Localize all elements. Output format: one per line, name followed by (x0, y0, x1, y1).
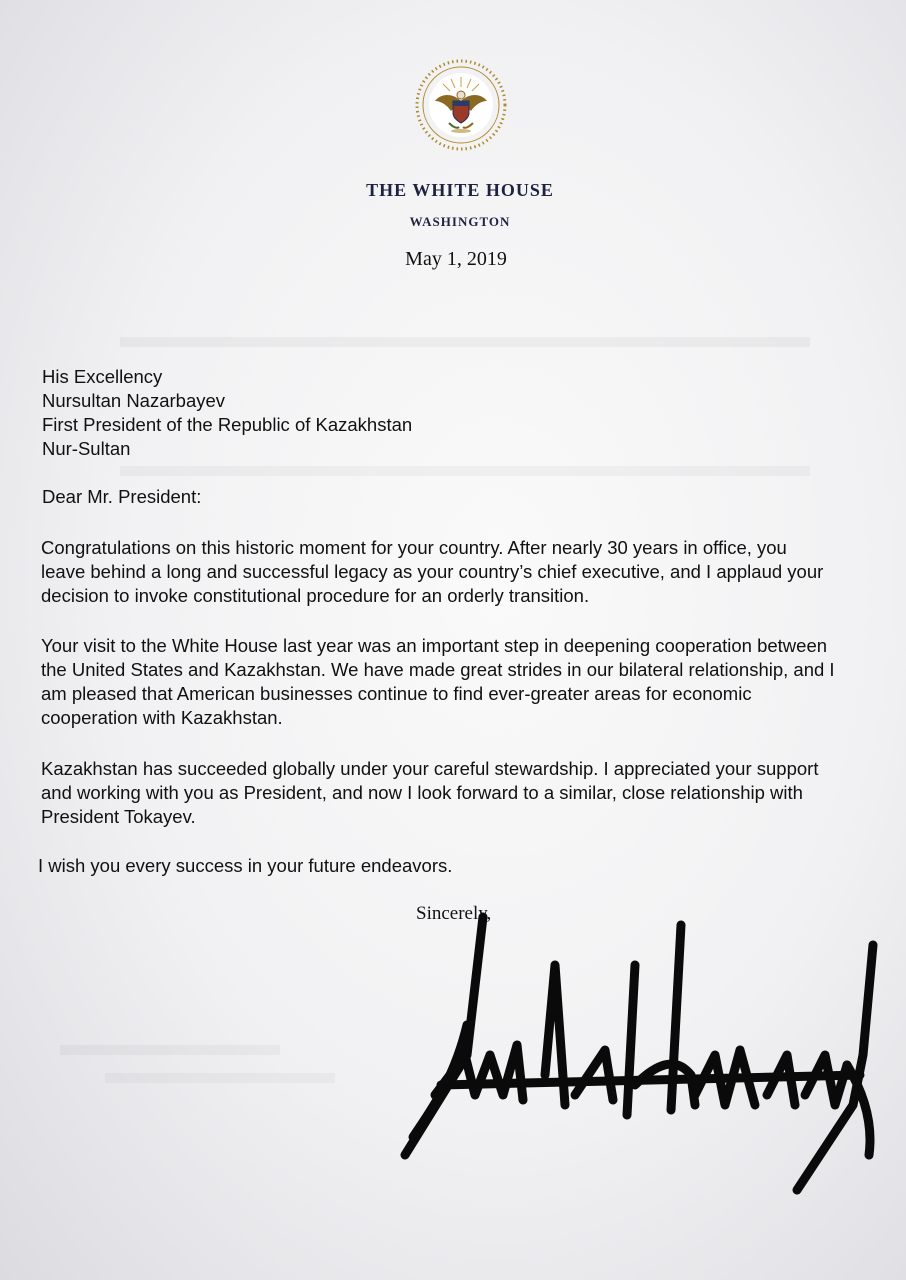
paragraph-3 (41, 757, 881, 829)
letterhead-subtitle: WASHINGTON (409, 214, 511, 229)
letter-date: May 1, 2019 (405, 248, 507, 270)
letterhead-title: THE WHITE HOUSE (366, 180, 554, 200)
recipient-line: First President of the Republic of Kazakhstan (42, 414, 413, 435)
salutation: Dear Mr. President: (42, 486, 202, 507)
recipient-address (42, 365, 412, 461)
paragraph-line: the United States and Kazakhstan. We have made great strides in our bilateral relationship, and I (41, 659, 835, 680)
paragraph-line: leave behind a long and successful legacy as your country’s chief executive, and I applaud your (41, 561, 824, 582)
closing: Sincerely, (416, 903, 492, 924)
paragraph-line: decision to invoke constitutional procedure for an orderly transition. (41, 585, 590, 606)
recipient-line: His Excellency (42, 366, 163, 387)
paragraph-4: I wish you every success in your future endeavors. (38, 855, 453, 876)
handwritten-signature-icon (395, 905, 895, 1205)
paragraph-line: Congratulations on this historic moment for your country. After nearly 30 years in office, you (41, 537, 787, 558)
paragraph-line: and working with you as President, and now I look forward to a similar, close relationship with (41, 782, 803, 803)
paragraph-line: Kazakhstan has succeeded globally under your careful stewardship. I appreciated your support (41, 758, 819, 779)
paragraph-line: am pleased that American businesses continue to find ever-greater areas for economic (41, 683, 752, 704)
paragraph-line: Your visit to the White House last year was an important step in deepening cooperation between (41, 635, 828, 656)
paragraph-line: President Tokayev. (41, 806, 196, 827)
recipient-line: Nur-Sultan (42, 438, 131, 459)
presidential-seal-icon (413, 57, 509, 153)
recipient-line: Nursultan Nazarbayev (42, 390, 226, 411)
paragraph-1 (41, 536, 881, 608)
paragraph-line: cooperation with Kazakhstan. (41, 707, 283, 728)
paragraph-2 (41, 634, 881, 730)
